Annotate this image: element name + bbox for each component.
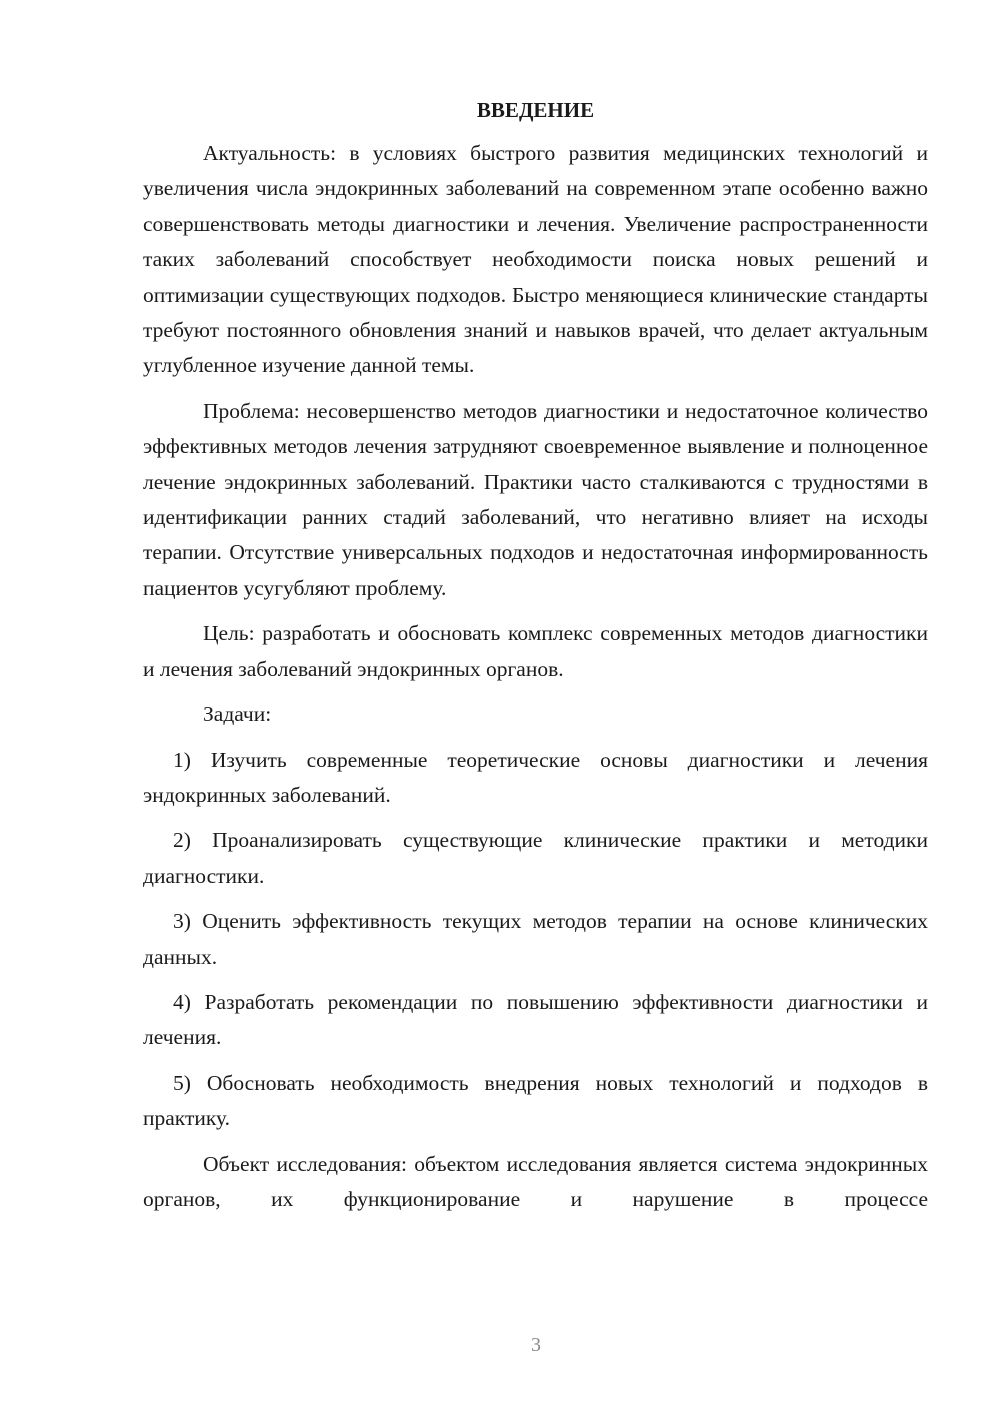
tasks-list <box>143 743 928 1137</box>
goal-paragraph: Цель: разработать и обосновать комплекс современных методов диагностики и лечения заболеваний эндокринных органов. <box>143 621 928 681</box>
relevance-paragraph: Актуальность: в условиях быстрого развития медицинских технологий и увеличения числа эндокринных заболеваний на современном этапе особенно важно совершенствовать методы диагностики и лечения. Увеличение распространенности таких заболеваний способствует необходимости поиска новых решений и оптимизации существующих подходов. Быстро меняющиеся клинические стандарты требуют постоянного обновления знаний и навыков врачей, что делает актуальным углубленное изучение данной темы. <box>143 141 928 378</box>
task-item-5: 5) Обосновать необходимость внедрения новых технологий и подходов в практику. <box>143 1070 928 1131</box>
task-item-3: 3) Оценить эффективность текущих методов терапии на основе клинических данных. <box>143 909 928 969</box>
page-number: 3 <box>531 1334 541 1356</box>
problem-paragraph: Проблема: несовершенство методов диагностики и недостаточное количество эффективных методов лечения затрудняют своевременное выявление и полноценное лечение эндокринных заболеваний. Практики часто сталкиваются с трудностями в идентификации ранних стадий заболеваний, что негативно влияет на исходы терапии. Отсутствие универсальных подходов и недостаточная информированность пациентов усугубляют проблему. <box>143 398 928 600</box>
section-heading: ВВЕДЕНИЕ <box>476 98 595 122</box>
task-item-2: 2) Проанализировать существующие клинические практики и методики диагностики. <box>143 828 928 888</box>
document-page <box>143 92 928 1227</box>
object-paragraph: Объект исследования: объектом исследования является система эндокринных органов, их функционирование и нарушение в процессе <box>143 1151 928 1211</box>
tasks-title: Задачи: <box>203 702 272 727</box>
task-item-1: 1) Изучить современные теоретические основы диагностики и лечения эндокринных заболеваний. <box>143 747 928 807</box>
task-item-4: 4) Разработать рекомендации по повышению эффективности диагностики и лечения. <box>143 989 928 1050</box>
